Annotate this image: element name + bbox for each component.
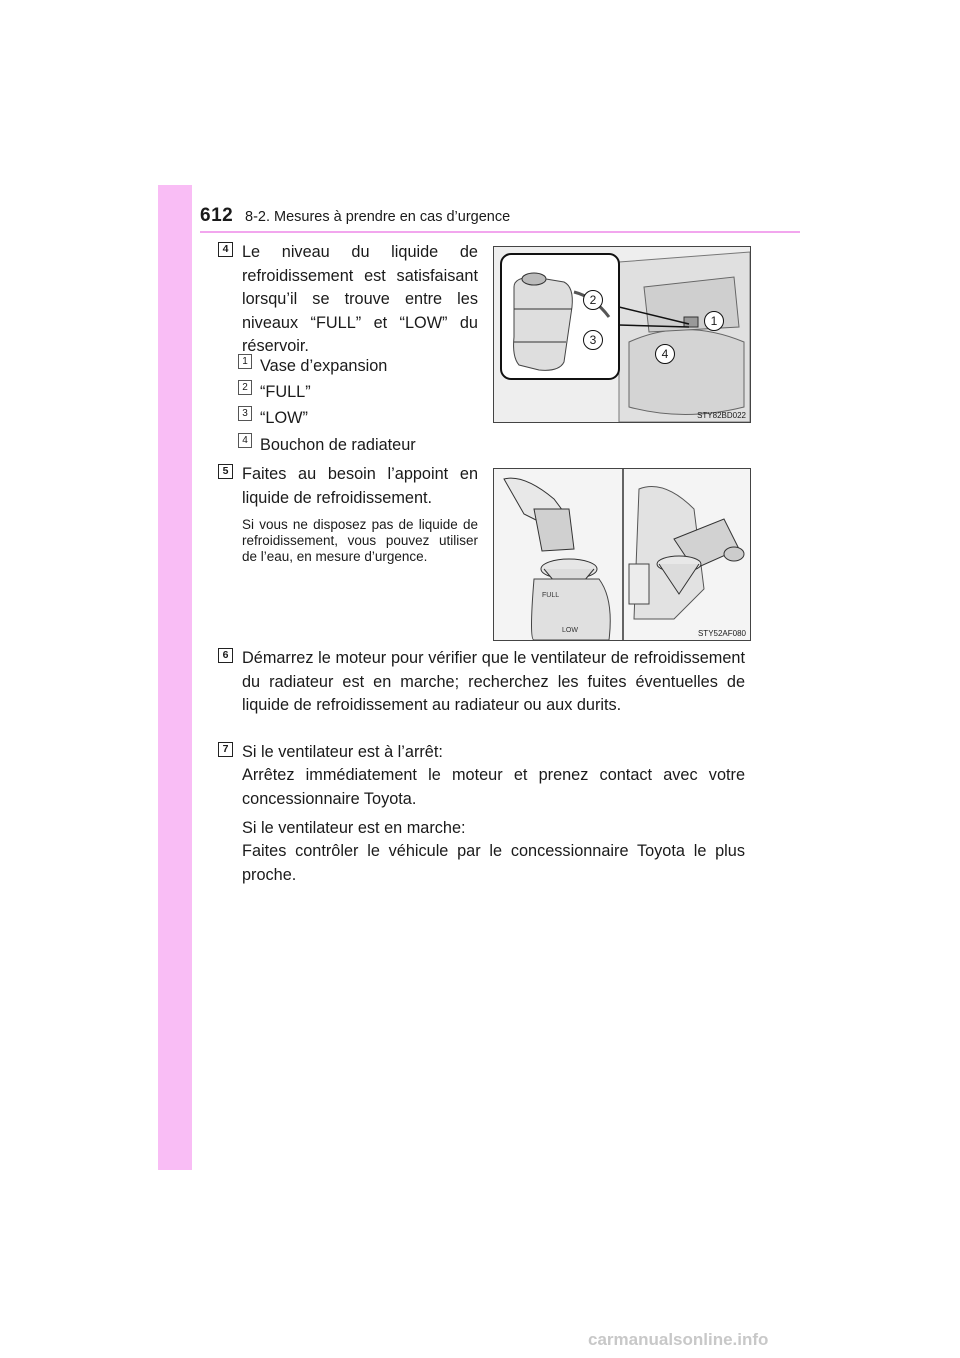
section-title: 8-2. Mesures à prendre en cas d’urgence xyxy=(245,209,511,225)
legend-label: “LOW” xyxy=(260,408,308,427)
legend-item-1 xyxy=(238,355,387,377)
refill-illustration xyxy=(494,469,750,640)
legend-label: Bouchon de radiateur xyxy=(260,435,416,454)
callout-2: 2 xyxy=(583,290,603,310)
refill-low-label: LOW xyxy=(562,627,578,634)
header-divider xyxy=(200,231,800,233)
step-number-4: 4 xyxy=(218,242,233,257)
legend-label: “FULL” xyxy=(260,382,311,401)
step-number-7: 7 xyxy=(218,742,233,757)
legend-number: 4 xyxy=(238,433,252,448)
step-number-5: 5 xyxy=(218,464,233,479)
callout-1: 1 xyxy=(704,311,724,331)
callout-4: 4 xyxy=(655,344,675,364)
step-7-condition-stopped: Si le ventilateur est à l’arrêt: xyxy=(242,743,443,761)
legend-item-4 xyxy=(238,434,416,456)
step-7-action-running: Faites contrôler le véhicule par le concessionnaire Toyota le plus proche. xyxy=(242,842,745,884)
side-color-band xyxy=(158,185,192,1170)
step-5-note: Si vous ne disposez pas de liquide de refroidissement, vous pouvez utiliser de l’eau, en mesure d’urgence. xyxy=(242,517,478,564)
step-7-action-stopped: Arrêtez immédiatement le moteur et prenez contact avec votre concessionnaire Toyota. xyxy=(242,766,745,808)
engine-bay-figure xyxy=(493,246,751,423)
legend-number: 1 xyxy=(238,354,252,369)
step-4-text: Le niveau du liquide de refroidissement est satisfaisant lorsqu’il se trouve entre les niveaux “FULL” et “LOW” du réservoir. xyxy=(242,243,478,355)
step-6-text: Démarrez le moteur pour vérifier que le ventilateur de refroidissement du radiateur est en marche; recherchez les fuites éventuelles de liquide de refroidissement au radiateur ou aux durits. xyxy=(242,649,745,714)
callout-3: 3 xyxy=(583,330,603,350)
engine-bay-illustration xyxy=(494,247,750,422)
step-7-condition-running: Si le ventilateur est en marche: xyxy=(242,819,466,837)
legend-item-2 xyxy=(238,381,311,403)
refill-full-label: FULL xyxy=(542,592,560,599)
legend-number: 3 xyxy=(238,406,252,421)
refill-figure xyxy=(493,468,751,641)
legend-item-3 xyxy=(238,407,308,429)
figure-code: STY82BD022 xyxy=(697,411,746,420)
step-number-6: 6 xyxy=(218,648,233,663)
step-5-text: Faites au besoin l’appoint en liquide de refroidissement. xyxy=(242,465,478,507)
legend-label: Vase d’expansion xyxy=(260,356,388,375)
legend-number: 2 xyxy=(238,380,252,395)
figure-code: STY52AF080 xyxy=(697,629,746,638)
page-number: 612 xyxy=(200,205,234,226)
watermark: carmanualsonline.info xyxy=(588,1330,769,1349)
